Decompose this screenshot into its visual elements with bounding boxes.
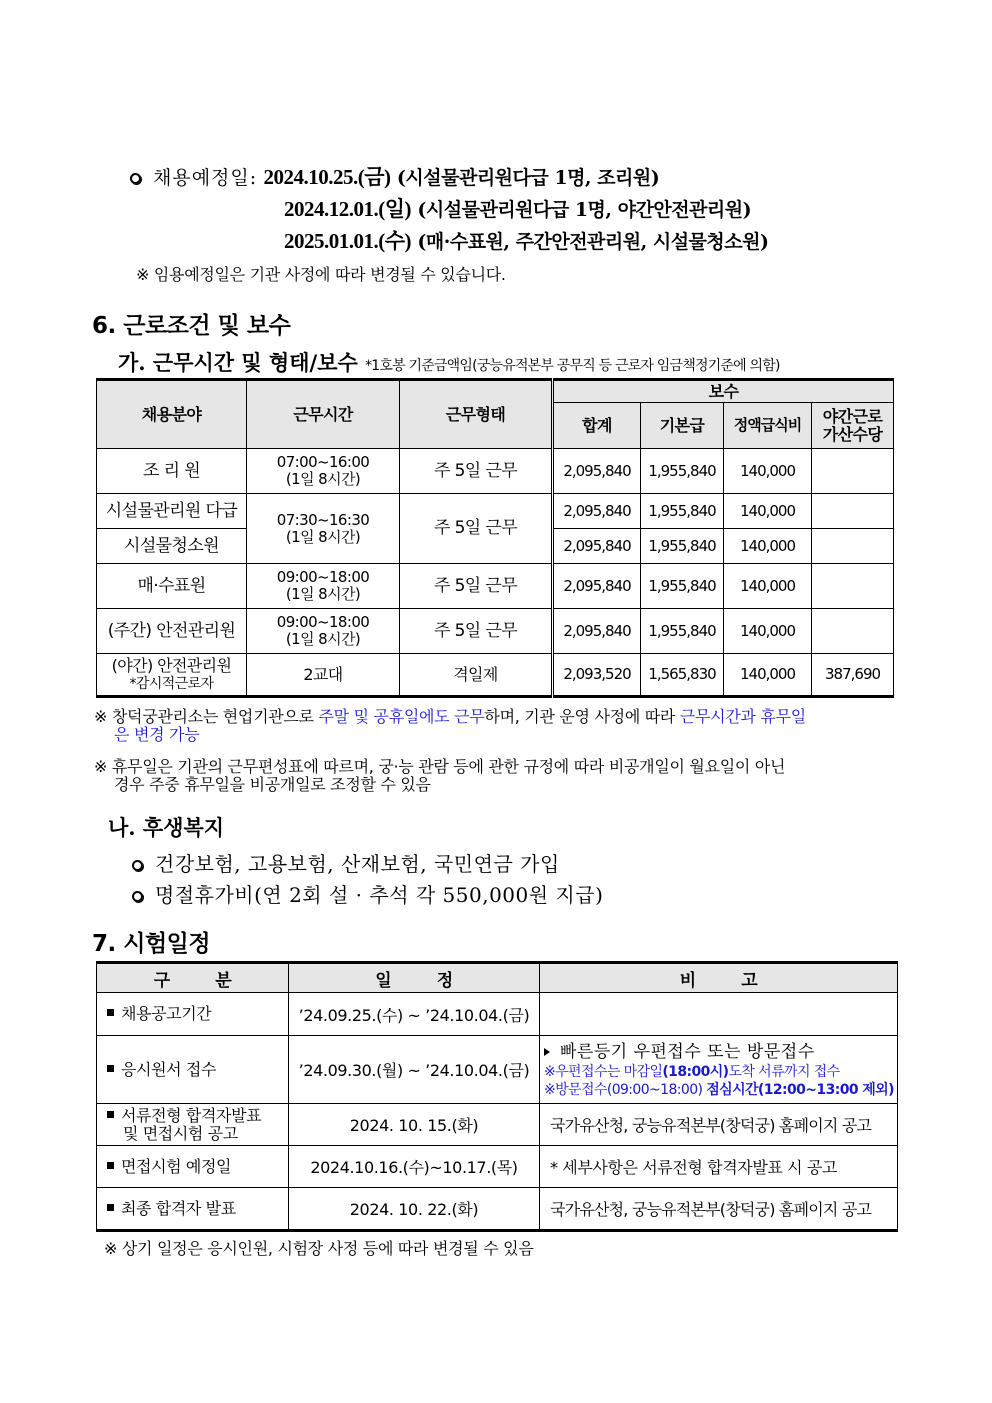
square-bullet-icon: [107, 1065, 114, 1072]
hours-range: 07:30~16:30: [276, 510, 370, 529]
category-text: 서류전형 합격자발표: [121, 1105, 262, 1125]
cell-hours: [247, 609, 400, 654]
cell-night: [812, 609, 894, 654]
cell-type: 주 5일 근무: [400, 609, 553, 654]
cell-category: [97, 1104, 289, 1146]
header-night-line2: 가산수당: [822, 424, 883, 444]
cell-total: 2,093,520: [553, 654, 641, 697]
cell-type: 주 5일 근무: [400, 494, 553, 564]
cell-base: 1,955,840: [641, 609, 724, 654]
cell-schedule: ’24.09.30.(월) ~ ’24.10.04.(금): [289, 1036, 540, 1104]
cell-base: 1,955,840: [641, 449, 724, 494]
cell-field: (주간) 안전관리원: [97, 609, 247, 654]
cell-meal: 140,000: [724, 449, 812, 494]
cell-base: 1,565,830: [641, 654, 724, 697]
circle-bullet-icon: [132, 891, 143, 902]
hiring-date: 2025.01.01.(수): [284, 229, 412, 253]
hiring-schedule-line-2: [284, 194, 751, 225]
pay-basis-note: *1호봉 기준금액임(궁능유적본부 공무직 등 근로자 임금책정기준에 의함): [365, 358, 780, 374]
cell-night: 387,690: [812, 654, 894, 697]
circle-bullet-icon: [130, 173, 141, 184]
welfare-item: [132, 848, 560, 877]
cell-field: 매·수표원: [97, 564, 247, 609]
table-row: [97, 1188, 898, 1231]
cell-hours: [247, 494, 400, 564]
note-text: ※우편접수는 마감일: [544, 1063, 663, 1080]
exam-schedule-note: ※ 상기 일정은 응시인원, 시험장 사정 등에 따라 변경될 수 있음: [104, 1239, 534, 1258]
category-text: 및 면접시험 공고: [123, 1123, 238, 1143]
header-total: 합계: [553, 403, 641, 449]
header-field: 채용분야: [97, 380, 247, 449]
remarks-main-text: 빠른등기 우편접수 또는 방문접수: [560, 1041, 815, 1062]
cell-field: 조 리 원: [97, 449, 247, 494]
hiring-date: 2024.10.25.(금): [263, 165, 391, 189]
table-row: [97, 1146, 898, 1188]
cell-base: 1,955,840: [641, 494, 724, 529]
subsection-a-title-text: 가. 근무시간 및 형태/보수: [118, 350, 358, 375]
note-highlight: 은 변경 가능: [114, 725, 200, 744]
cell-remarks: [540, 1036, 898, 1104]
cell-remarks: 국가유산청, 궁능유적본부(창덕궁) 홈페이지 공고: [540, 1188, 898, 1231]
cell-base: 1,955,840: [641, 564, 724, 609]
header-remarks: 비 고: [540, 963, 898, 993]
remarks-note-mail: [544, 1063, 897, 1081]
header-base: 기본급: [641, 403, 724, 449]
cell-total: 2,095,840: [553, 609, 641, 654]
hours-range: 09:00~18:00: [276, 568, 370, 586]
section-7-title: 7. 시험일정: [92, 931, 211, 957]
cell-remarks: [540, 993, 898, 1036]
hours-daily: (1일 8시간): [285, 585, 361, 603]
table-row: [97, 1104, 898, 1146]
header-meal: 정액급식비: [724, 403, 812, 449]
hours-daily: (1일 8시간): [285, 470, 361, 488]
note-bold: 점심시간(12:00~13:00 제외): [706, 1081, 894, 1098]
header-night: [812, 403, 894, 449]
hours-daily: (1일 8시간): [285, 527, 361, 546]
cell-night: [812, 449, 894, 494]
cell-remarks: * 세부사항은 서류전형 합격자발표 시 공고: [540, 1146, 898, 1188]
square-bullet-icon: [107, 1111, 114, 1118]
note-text: ※ 휴무일은 기관의 근무편성표에 따르며, 궁·능 관람 등에 관한 규정에 따라 비공개일이 월요일이 아닌: [94, 757, 786, 776]
header-hours: 근무시간: [247, 380, 400, 449]
hiring-schedule-label: 채용예정일:: [153, 167, 258, 189]
cell-hours: [247, 564, 400, 609]
cell-type: 주 5일 근무: [400, 449, 553, 494]
cell-night: [812, 564, 894, 609]
cell-hours: [247, 449, 400, 494]
subsection-a-title: [118, 347, 780, 377]
cell-category: [97, 1146, 289, 1188]
work-note-1: [94, 708, 894, 744]
cell-night: [812, 494, 894, 529]
hiring-desc: (매·수표원, 주간안전관리원, 시설물청소원): [417, 231, 769, 253]
header-type: 근무형태: [400, 380, 553, 449]
cell-field: 시설물청소원: [97, 529, 247, 564]
hiring-desc: (시설물관리원다급 1명, 야간안전관리원): [417, 199, 752, 221]
cell-meal: 140,000: [724, 564, 812, 609]
cell-night: [812, 529, 894, 564]
hiring-desc: (시설물관리원다급 1명, 조리원): [396, 167, 660, 189]
cell-field: [97, 654, 247, 697]
category-text: 채용공고기간: [121, 1004, 212, 1023]
hours-daily: (1일 8시간): [285, 630, 361, 648]
category-text: 응시원서 접수: [121, 1059, 217, 1079]
cell-total: 2,095,840: [553, 564, 641, 609]
hours-range: 07:00~16:00: [276, 453, 370, 471]
hours-range: 09:00~18:00: [276, 613, 370, 631]
subsection-b-title: 나. 후생복지: [108, 815, 225, 840]
table-row: [97, 609, 894, 654]
cell-schedule: ’24.09.25.(수) ~ ’24.10.04.(금): [289, 993, 540, 1036]
table-row: [97, 449, 894, 494]
note-text: 하며, 기관 운영 사정에 따라: [484, 707, 680, 726]
cell-hours: 2교대: [247, 654, 400, 697]
hiring-schedule-line-3: [284, 226, 768, 257]
remarks-main: [544, 1041, 897, 1063]
header-pay: 보수: [553, 380, 894, 403]
table-row: [97, 564, 894, 609]
table-row: [97, 993, 898, 1036]
square-bullet-icon: [107, 1162, 114, 1169]
welfare-item-text: 건강보험, 고용보험, 산재보험, 국민연금 가입: [155, 852, 560, 876]
cell-field: 시설물관리원 다급: [97, 494, 247, 529]
triangle-bullet-icon: [544, 1048, 550, 1056]
cell-total: 2,095,840: [553, 449, 641, 494]
cell-schedule: 2024.10.16.(수)~10.17.(목): [289, 1146, 540, 1188]
note-bold: (18:00시): [662, 1063, 729, 1080]
table-row: [97, 494, 894, 529]
cell-category: [97, 993, 289, 1036]
remarks-note-visit: [544, 1081, 897, 1099]
cell-schedule: 2024. 10. 15.(화): [289, 1104, 540, 1146]
cell-meal: 140,000: [724, 609, 812, 654]
table-row: [97, 1036, 898, 1104]
circle-bullet-icon: [132, 860, 143, 871]
cell-type: 주 5일 근무: [400, 564, 553, 609]
cell-meal: 140,000: [724, 654, 812, 697]
field-sub-note: *감시적근로자: [129, 675, 214, 692]
cell-meal: 140,000: [724, 529, 812, 564]
note-highlight: 주말 및 공휴일에도 근무: [318, 707, 485, 726]
cell-category: [97, 1188, 289, 1231]
note-text: ※방문접수(09:00~18:00): [544, 1081, 707, 1098]
hiring-schedule-line-1: [130, 162, 659, 193]
section-6-title: 6. 근로조건 및 보수: [92, 313, 291, 339]
square-bullet-icon: [107, 1009, 114, 1016]
table-row: [97, 654, 894, 697]
field-name: (야간) 안전관리원: [111, 655, 232, 675]
header-night-line1: 야간근로: [822, 406, 883, 426]
note-highlight: 근무시간과 휴무일: [679, 707, 806, 726]
note-text: ※ 창덕궁관리소는 현업기관으로: [94, 707, 319, 726]
header-schedule: 일 정: [289, 963, 540, 993]
cell-meal: 140,000: [724, 494, 812, 529]
pay-table: [96, 378, 894, 698]
cell-total: 2,095,840: [553, 529, 641, 564]
cell-category: [97, 1036, 289, 1104]
work-note-2: [94, 758, 894, 794]
welfare-item: [132, 879, 603, 908]
note-text: 경우 주중 휴무일을 비공개일로 조정할 수 있음: [114, 775, 431, 794]
category-text: 최종 합격자 발표: [121, 1198, 236, 1218]
header-category: 구 분: [97, 963, 289, 993]
welfare-item-text: 명절휴가비(연 2회 설 · 추석 각 550,000원 지급): [155, 883, 604, 907]
hiring-date: 2024.12.01.(일): [284, 197, 412, 221]
note-text: 도착 서류까지 접수: [728, 1063, 840, 1080]
cell-type: 격일제: [400, 654, 553, 697]
cell-schedule: 2024. 10. 22.(화): [289, 1188, 540, 1231]
category-text: 면접시험 예정일: [121, 1156, 232, 1176]
cell-remarks: 국가유산청, 궁능유적본부(창덕궁) 홈페이지 공고: [540, 1104, 898, 1146]
square-bullet-icon: [107, 1204, 114, 1211]
exam-schedule-table: [96, 961, 898, 1232]
cell-base: 1,955,840: [641, 529, 724, 564]
cell-total: 2,095,840: [553, 494, 641, 529]
hiring-note: ※ 임용예정일은 기관 사정에 따라 변경될 수 있습니다.: [136, 265, 506, 284]
